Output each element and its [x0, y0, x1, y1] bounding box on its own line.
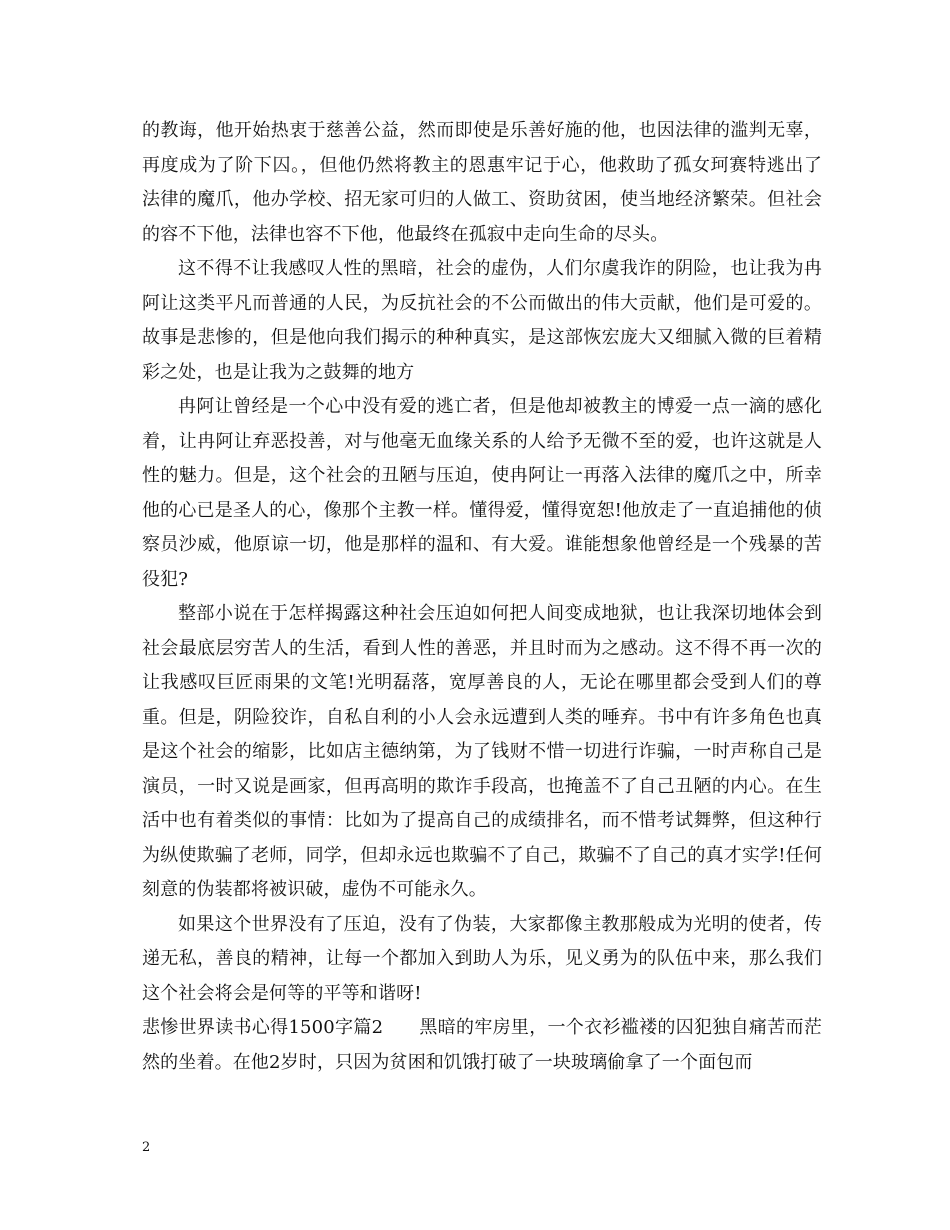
paragraph-2: 这不得不让我感叹人性的黑暗，社会的虚伪，人们尔虞我诈的阴险，也让我为冉阿让这类平凡而普通的人民，为反抗社会的不公而做出的伟大贡献，他们是可爱的。故事是悲惨的，但是他向我们揭示的种种真实，是这部恢宏庞大又细腻入微的巨着精彩之处，也是让我为之鼓舞的地方 — [142, 258, 822, 383]
paragraph-4: 整部小说在于怎样揭露这种社会压迫如何把人间变成地狱，也让我深切地体会到社会最底层穷苦人的生活，看到人性的善恶，并且时而为之感动。这不得不再一次的让我感叹巨匠雨果的文笔!光明磊落，宽厚善良的人，无论在哪里都会受到人们的尊重。但是，阴险狡诈，自私自利的小人会永远遭到人类的唾弃。书中有许多角色也真是这个社会的缩影，比如店主德纳第，为了钱财不惜一切进行诈骗，一时声称自己是演员，一时又说是画家，但再高明的欺诈手段高，也掩盖不了自己丑陋的内心。在生活中也有着类似的事情：比如为了提高自己的成绩排名，而不惜考试舞弊，但这种行为纵使欺骗了老师，同学，但却永远也欺骗不了自己，欺骗不了自己的真才实学!任何刻意的伪装都将被识破，虚伪不可能永久。 — [142, 603, 822, 900]
page-number: 2 — [142, 1140, 151, 1155]
section-title: 悲惨世界读书心得1500字篇2 — [142, 1017, 384, 1038]
section-heading-paragraph — [142, 1011, 822, 1080]
paragraph-1: 的教诲，他开始热衷于慈善公益，然而即使是乐善好施的他，也因法律的滥判无辜，再度成为了阶下囚。，但他仍然将教主的恩惠牢记于心，他救助了孤女珂赛特逃出了法律的魔爪，他办学校、招无家可归的人做工、资助贫困，使当地经济繁荣。但社会的容不下他，法律也容不下他，他最终在孤寂中走向生命的尽头。 — [142, 120, 822, 245]
paragraph-5: 如果这个世界没有了压迫，没有了伪装，大家都像主教那般成为光明的使者，传递无私，善良的精神，让每一个都加入到助人为乐，见义勇为的队伍中来，那么我们这个社会将会是何等的平等和谐呀! — [142, 913, 822, 1004]
section-body-text: 黑暗的牢房里，一个衣衫褴褛的囚犯独自痛苦而茫然的坐着。在他2岁时，只因为贫困和饥饿打破了一块玻璃偷拿了一个面包而 — [142, 1017, 822, 1073]
document-body — [142, 114, 822, 1080]
paragraph-3: 冉阿让曾经是一个心中没有爱的逃亡者，但是他却被教主的博爱一点一滴的感化着，让冉阿让弃恶投善，对与他毫无血缘关系的人给予无微不至的爱，也许这就是人性的魅力。但是，这个社会的丑陋与压迫，使冉阿让一再落入法律的魔爪之中，所幸他的心已是圣人的心，像那个主教一样。懂得爱，懂得宽恕!他放走了一直追捕他的侦察员沙威，他原谅一切，他是那样的温和、有大爱。谁能想象他曾经是一个残暴的苦役犯? — [142, 396, 822, 590]
